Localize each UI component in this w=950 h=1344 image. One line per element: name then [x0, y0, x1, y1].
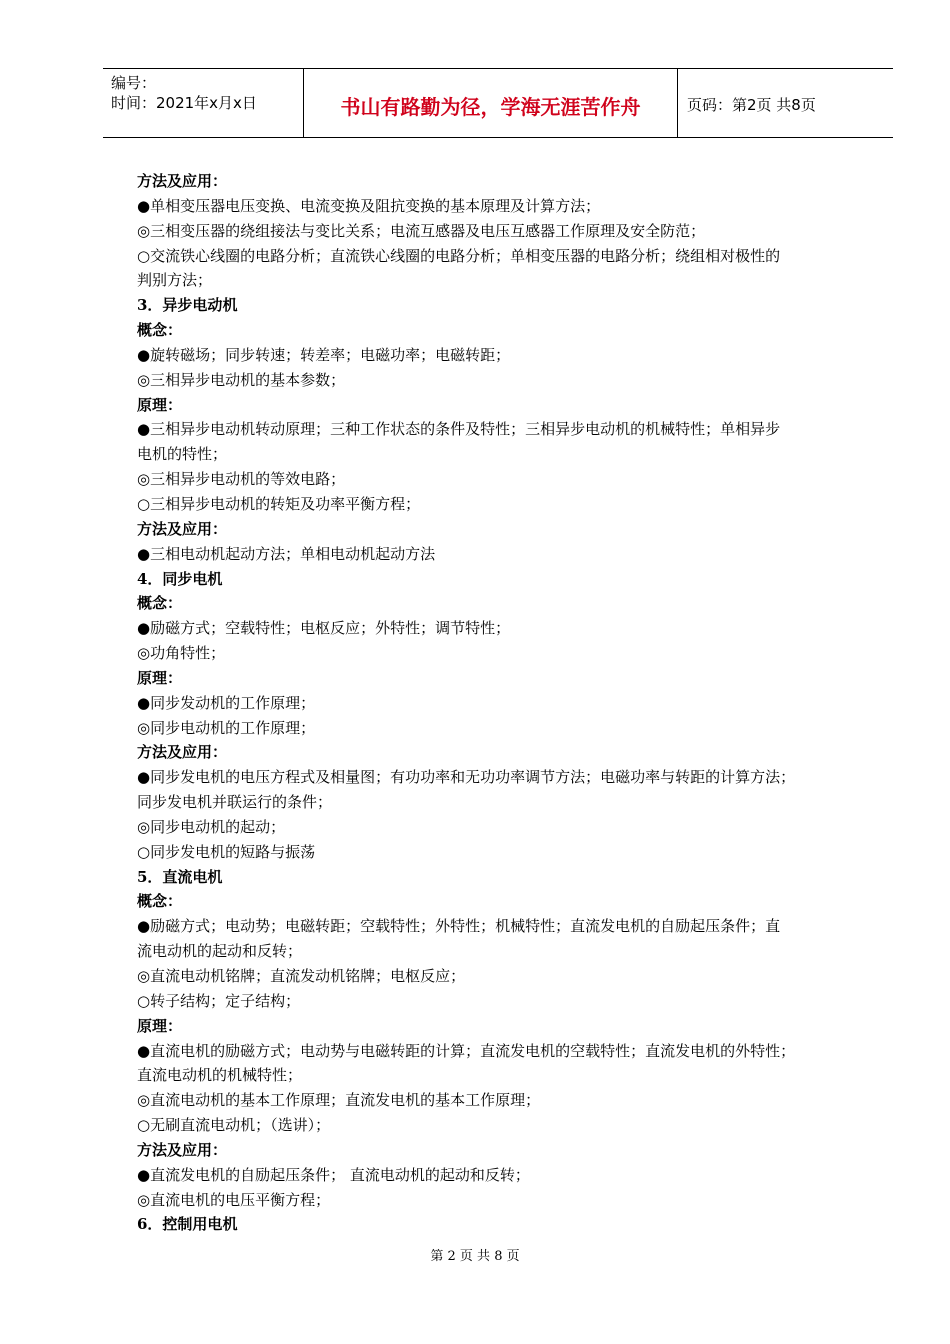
body-line: ●同步发电机的电压方程式及相量图；有功功率和无功功率调节方法；电磁功率与转距的计算方法；	[137, 768, 796, 787]
document-body	[137, 169, 865, 1237]
body-line: ●励磁方式；空载特性；电枢反应；外特性；调节特性；	[137, 619, 511, 638]
body-line: 电机的特性；	[137, 445, 228, 464]
section-heading: 概念：	[137, 892, 183, 911]
body-line: 判别方法；	[137, 271, 213, 290]
section-heading: 6．控制用电机	[137, 1215, 238, 1234]
body-line: ◎直流电动机铭牌；直流发动机铭牌；电枢反应；	[137, 967, 466, 985]
body-line: ◎直流电动机的基本工作原理；直流发电机的基本工作原理；	[137, 1091, 541, 1110]
code-label: 编号：	[111, 74, 157, 92]
section-heading: 概念：	[137, 594, 183, 613]
date-line: 时间：2021年x月x日	[111, 94, 257, 112]
body-line: ◎直流电机的电压平衡方程；	[137, 1190, 331, 1209]
body-line: ◎三相异步电动机的基本参数；	[137, 370, 346, 389]
section-heading: 5．直流电机	[137, 867, 223, 886]
page-info: 页码：第2页 共8页	[687, 96, 816, 114]
page-header	[103, 68, 893, 138]
body-line: ◎三相变压器的绕组接法与变比关系；电流互感器及电压互感器工作原理及安全防范；	[137, 221, 706, 240]
motto: 书山有路勤为径，学海无涯苦作舟	[340, 95, 641, 119]
body-line: ●直流发电机的自励起压条件； 直流电动机的起动和反转；	[137, 1165, 530, 1184]
section-heading: 原理：	[137, 395, 183, 414]
body-line: ○无刷直流电动机；（选讲）；	[137, 1116, 331, 1135]
section-heading: 4．同步电机	[137, 569, 223, 588]
body-line: ○同步发电机的短路与振荡	[137, 842, 316, 861]
section-heading: 原理：	[137, 668, 183, 687]
section-heading: 方法及应用：	[137, 743, 228, 762]
body-line: ●直流电机的励磁方式；电动势与电磁转距的计算；直流发电机的空载特性；直流发电机的外特性；	[137, 1041, 796, 1060]
section-heading: 方法及应用：	[137, 172, 228, 190]
body-line: ●三相异步电动机转动原理；三种工作状态的条件及特性；三相异步电动机的机械特性；单相异步	[137, 420, 781, 439]
section-heading: 方法及应用：	[137, 1140, 228, 1159]
body-line: ●励磁方式；电动势；电磁转距；空载特性；外特性；机械特性；直流发电机的自励起压条件；直	[137, 917, 781, 936]
page-footer: 第 2 页 共 8 页	[430, 1249, 520, 1264]
body-line: ●单相变压器电压变换、电流变换及阻抗变换的基本原理及计算方法；	[137, 196, 601, 215]
body-line: ◎三相异步电动机的等效电路；	[137, 470, 346, 489]
body-line: ○交流铁心线圈的电路分析；直流铁心线圈的电路分析；单相变压器的电路分析；绕组相对极性的	[137, 246, 781, 265]
section-heading: 概念：	[137, 321, 183, 340]
section-heading: 原理：	[137, 1016, 183, 1035]
body-line: ●三相电动机起动方法；单相电动机起动方法	[137, 544, 436, 563]
body-line: ◎同步电动机的工作原理；	[137, 718, 316, 737]
header-meta	[103, 69, 303, 137]
body-line: ○转子结构；定子结构；	[137, 991, 301, 1010]
section-heading: 方法及应用：	[137, 519, 228, 538]
body-line: 同步发电机并联运行的条件；	[137, 793, 333, 812]
body-line: ○三相异步电动机的转矩及功率平衡方程；	[137, 494, 421, 513]
section-heading: 3．异步电动机	[137, 296, 238, 315]
body-line: ◎同步电动机的起动；	[137, 817, 286, 836]
header-page-cell	[677, 69, 893, 137]
body-line: 流电动机的起动和反转；	[137, 942, 303, 961]
body-line: ●同步发动机的工作原理；	[137, 693, 316, 712]
body-line: ◎功角特性；	[137, 644, 226, 663]
body-line: 直流电动机的机械特性；	[137, 1066, 303, 1085]
header-motto-cell	[303, 69, 678, 137]
body-line: ●旋转磁场；同步转速；转差率；电磁功率；电磁转距；	[137, 345, 511, 364]
